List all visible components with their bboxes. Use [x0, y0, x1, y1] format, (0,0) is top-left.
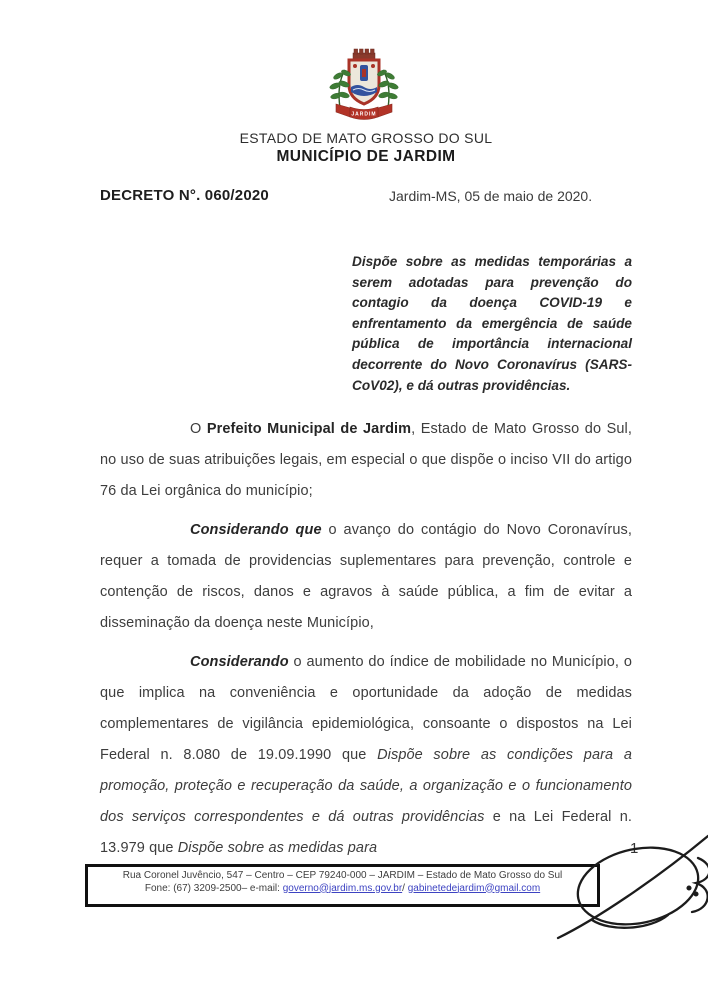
email-link-governo[interactable]: governo@jardim.ms.gov.br: [282, 882, 403, 894]
footer-contact-line: [88, 883, 597, 896]
page-number: 1: [630, 840, 639, 857]
municipal-coat-of-arms-icon: [324, 46, 404, 126]
municipality-line: MUNICÍPIO DE JARDIM: [276, 148, 456, 165]
text-segment: , Estado de Mato Grosso do Sul, no uso de suas atribuições legais, em especial o que dispõe o inciso VII do artigo 76 da Lei orgânica do município;: [100, 421, 632, 499]
text-segment: Prefeito Municipal de Jardim: [206, 421, 412, 437]
email-separator: /: [402, 882, 408, 894]
text-segment: Dispõe sobre as medidas para: [177, 840, 378, 856]
text-segment: Dispõe sobre as condições para a promoção, proteção e recuperação da saúde, a organização e o funcionamento dos serviços correspondentes e dá outras providências: [100, 747, 632, 825]
state-line: ESTADO DE MATO GROSSO DO SUL: [239, 130, 493, 146]
text-segment: o avanço do contágio do Novo Coronavírus, requer a tomada de providencias suplementares para prevenção, controle e contenção de riscos, danos e agravos à saúde pública, a fim de evitar a disseminação da doença neste Município,: [100, 522, 633, 631]
decree-epigraph: Dispõe sobre as medidas temporárias a serem adotadas para prevenção do contagio da doença COVID-19 e enfrentamento da emergência de saúde pública de importância internacional decorrente do Novo Coronavírus (SARS-CoV02), e dá outras providências.: [352, 254, 632, 393]
body-paragraph-considerando-2: [100, 647, 632, 864]
text-segment: e na Lei Federal n. 13.979 que: [100, 809, 632, 856]
body-paragraph-preamble: [100, 414, 632, 507]
decree-number: DECRETO N°. 060/2020: [100, 187, 269, 204]
email-link-gabinete[interactable]: gabinetedejardim@gmail.com: [407, 882, 541, 894]
decree-body: [100, 414, 632, 872]
text-segment: Considerando: [190, 654, 289, 670]
text-segment: o aumento do índice de mobilidade no Município, o que implica na conveniência e oportunidade da adoção de medidas complementares de vigilância epidemiológica, consoante o dispostos na Lei Federal n. 8.080 de 19.09.1990 que: [100, 654, 632, 763]
letterhead: [12, 129, 708, 166]
footer-address-line: Rua Coronel Juvêncio, 547 – Centro – CEP 79240-000 – JARDIM – Estado de Mato Grosso do Sul: [122, 870, 563, 881]
footer-contact-prefix: Fone: (67) 3209-2500– e-mail:: [144, 882, 283, 894]
footer-address-box: [85, 864, 600, 907]
text-segment: Considerando que: [190, 522, 322, 538]
crest-banner-label: JARDIM: [351, 111, 377, 118]
text-segment: O: [190, 421, 207, 437]
decree-dateline: Jardim-MS, 05 de maio de 2020.: [389, 188, 593, 204]
body-paragraph-considerando-1: [100, 515, 632, 639]
